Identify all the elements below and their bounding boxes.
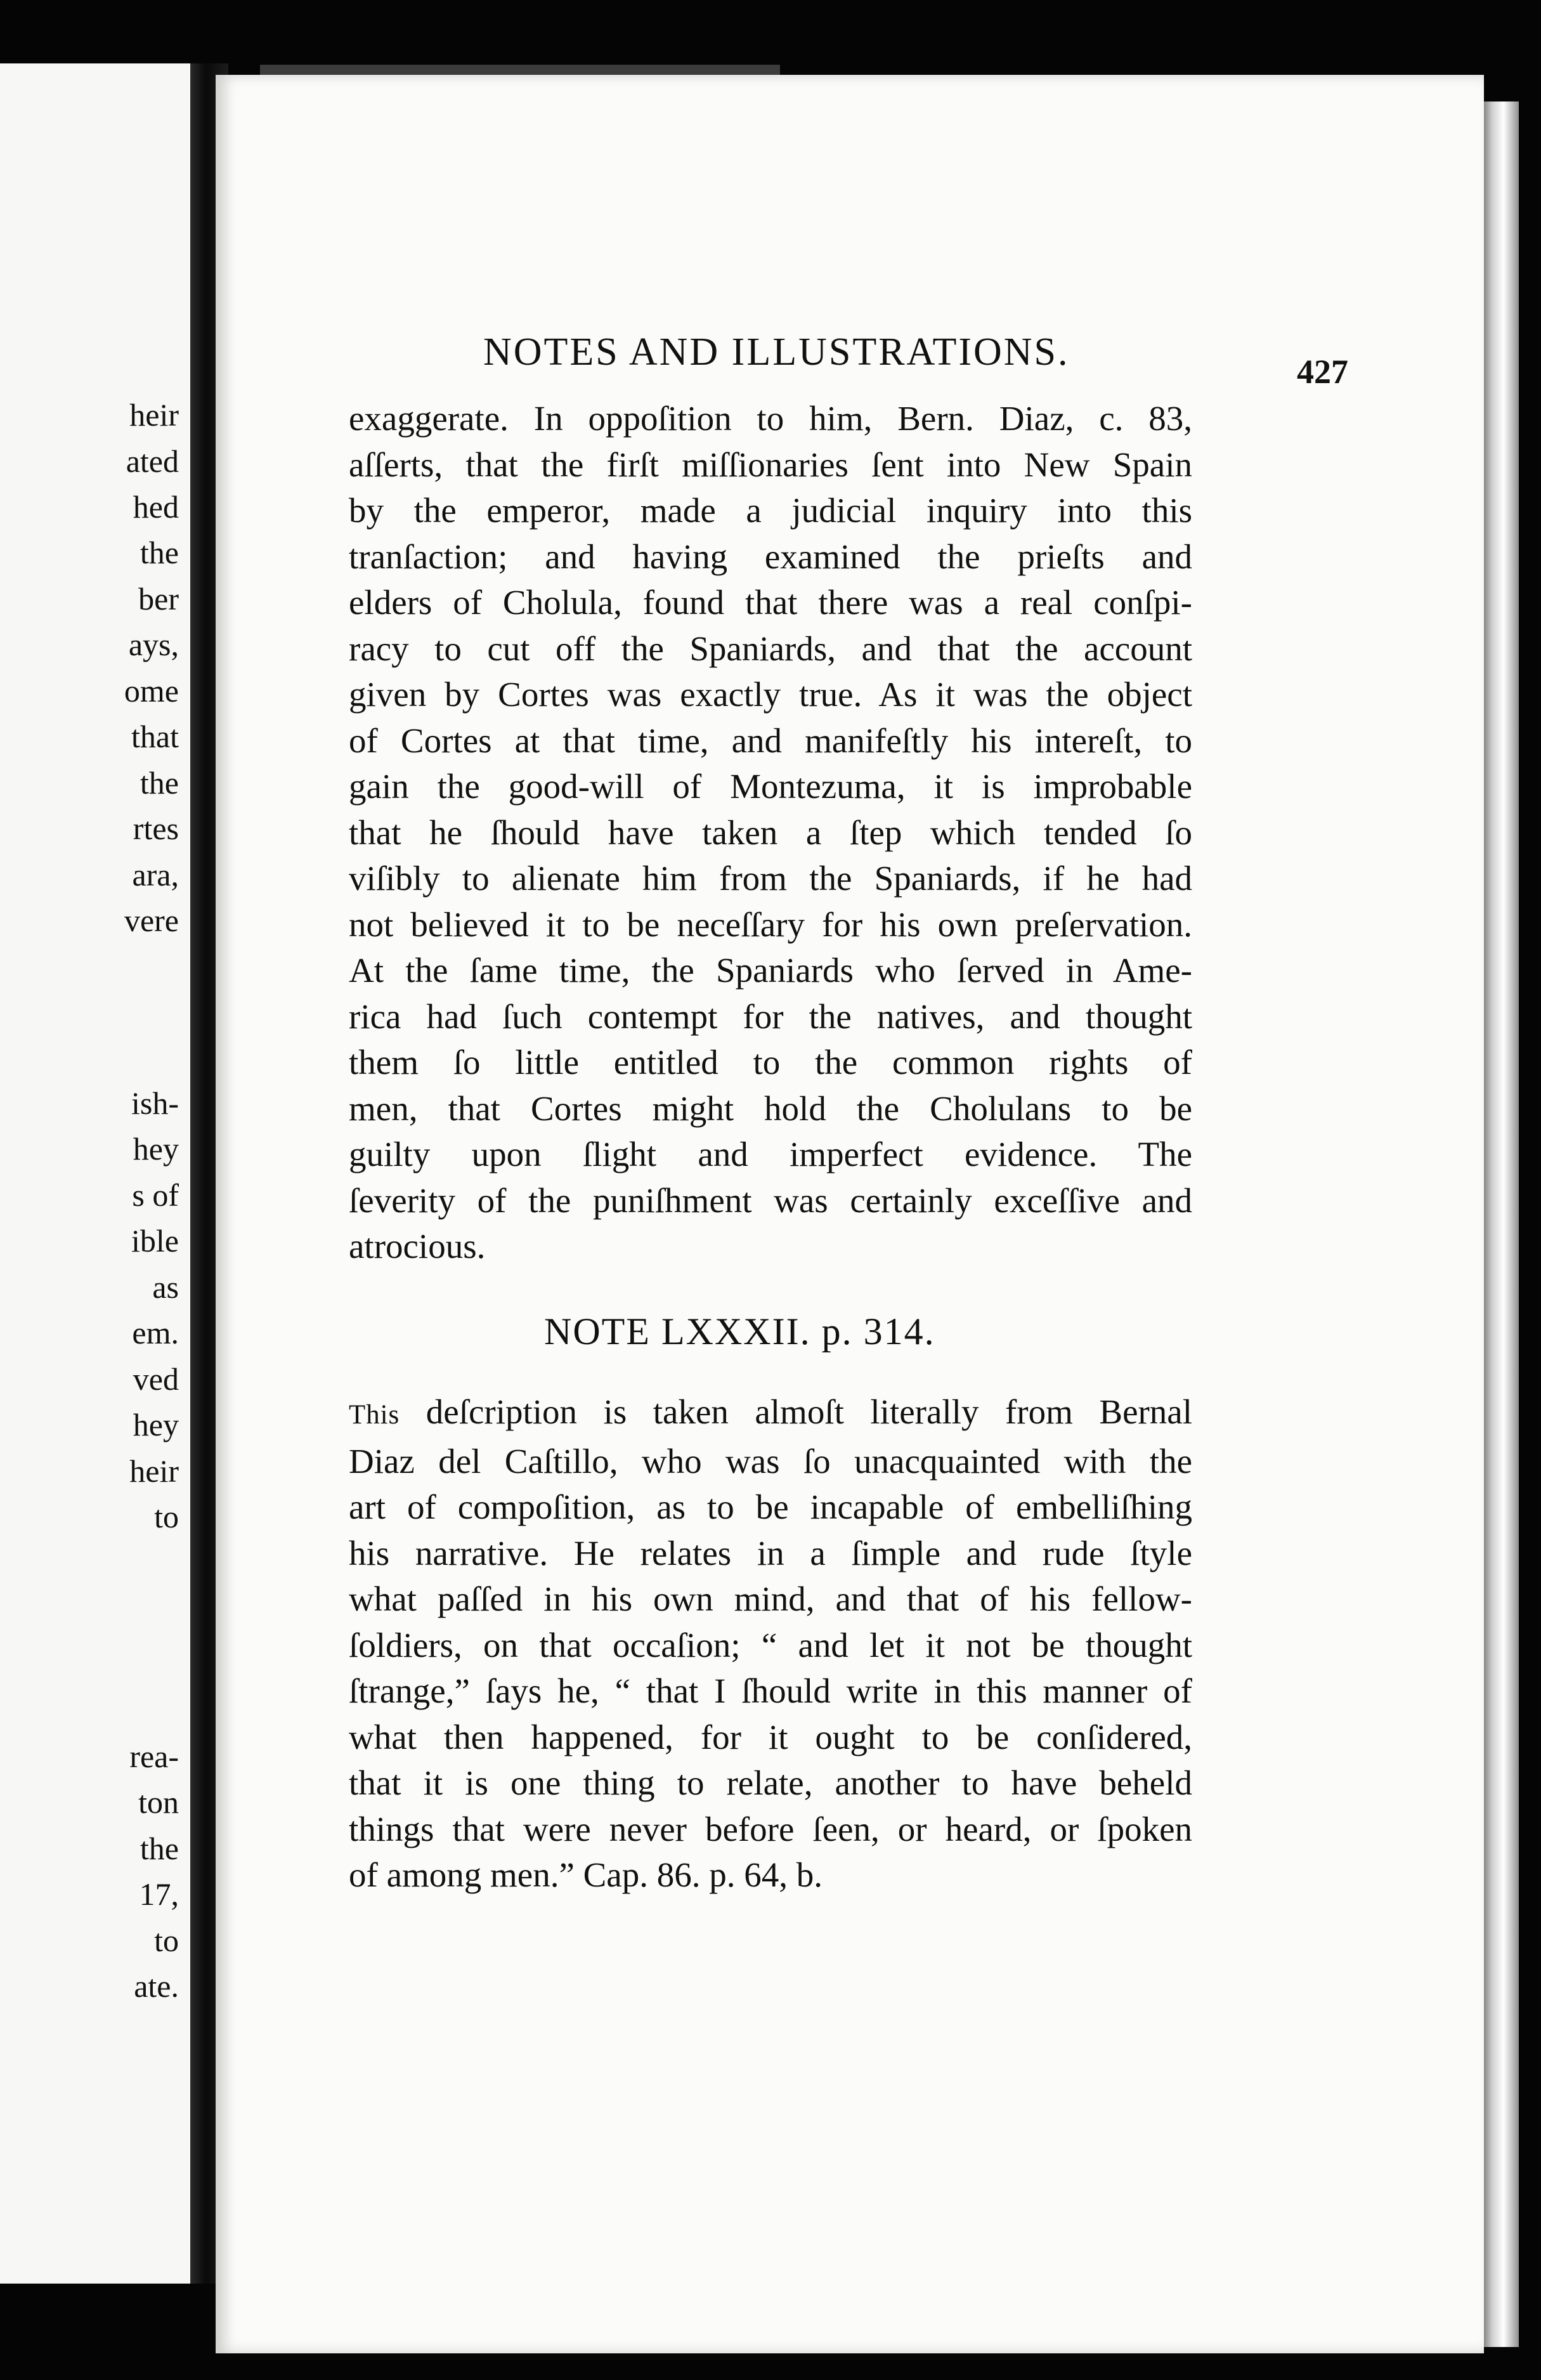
text-line: elders of Cholula, found that there was a real conſpi- xyxy=(349,583,1192,622)
left-page-fragment: rtes xyxy=(133,811,179,846)
left-page-fragment: ish- xyxy=(131,1085,179,1121)
text-line: that it is one thing to relate, another to have beheld xyxy=(349,1763,1192,1802)
text-line: ſtrange,” ſays he, “ that I ſhould write in this manner of xyxy=(349,1671,1192,1710)
text-line: ſoldiers, on that occaſion; “ and let it not be thought xyxy=(349,1625,1192,1664)
small-caps-opening: This xyxy=(349,1400,400,1430)
left-page-fragment: hey xyxy=(133,1407,179,1442)
text-line: exaggerate. In oppoſition to him, Bern. Diaz, c. 83, xyxy=(349,399,1192,438)
text-line: by the emperor, made a judicial inquiry into this xyxy=(349,491,1192,530)
text-line: Diaz del Caſtillo, who was ſo unacquainted with the xyxy=(349,1441,1192,1481)
text-line: At the ſame time, the Spaniards who ſerved in Ame- xyxy=(349,951,1192,990)
text-line: things that were never before ſeen, or heard, or ſpoken xyxy=(349,1809,1192,1848)
text-line: that he ſhould have taken a ſtep which tended ſo xyxy=(349,813,1192,852)
text-line: rica had ſuch contempt for the natives, and thought xyxy=(349,997,1192,1036)
text-line: not believed it to be neceſſary for his own preſervation. xyxy=(349,905,1192,944)
text-line-first xyxy=(349,1389,1192,1439)
text-line: of Cortes at that time, and manifeſtly his intereſt, to xyxy=(349,721,1192,760)
left-page-fragment: the xyxy=(140,535,179,570)
text-line: what then happened, for it ought to be conſidered, xyxy=(349,1717,1192,1756)
paragraph-note-continuation xyxy=(349,396,1192,1270)
left-page-fragment: the xyxy=(140,765,179,801)
text-line: men, that Cortes might hold the Cholulans to be xyxy=(349,1089,1192,1128)
note-heading: NOTE LXXXII. p. 314. xyxy=(544,1311,935,1352)
text-line: tranſaction; and having examined the prieſts and xyxy=(349,537,1192,576)
text-line: what paſſed in his own mind, and that of his fellow- xyxy=(349,1579,1192,1618)
text-line: viſibly to alienate him from the Spaniards, if he had xyxy=(349,859,1192,898)
left-page-fragment: ate. xyxy=(134,1968,179,2004)
left-facing-page xyxy=(0,63,190,2284)
text-line: atrocious. xyxy=(349,1227,486,1265)
text-line: racy to cut off the Spaniards, and that the account xyxy=(349,629,1192,668)
left-page-fragment: that xyxy=(131,719,179,754)
left-page-fragment: ara, xyxy=(132,857,179,893)
left-page-fragment: ber xyxy=(138,581,179,617)
text-line: his narrative. He relates in a ſimple and rude ſtyle xyxy=(349,1533,1192,1573)
left-page-fragment: s of xyxy=(132,1177,179,1213)
left-page-fragment: rea- xyxy=(129,1739,179,1774)
running-header: NOTES AND ILLUSTRATIONS. xyxy=(483,330,1070,374)
left-page-fragment: heir xyxy=(129,1453,179,1489)
text-line: guilty upon ſlight and imperfect evidence. The xyxy=(349,1135,1192,1174)
left-page-fragment: ome xyxy=(124,673,179,709)
page-number: 427 xyxy=(1297,353,1348,391)
left-page-fragment: 17, xyxy=(139,1876,179,1912)
paragraph-note-82 xyxy=(349,1389,1192,1899)
left-page-fragment: vere xyxy=(124,903,179,938)
text-line: ſeverity of the puniſhment was certainly exceſſive and xyxy=(349,1180,1192,1220)
left-page-fragment: ton xyxy=(138,1784,179,1820)
left-page-fragment: ated xyxy=(126,443,179,479)
left-page-fragment: as xyxy=(152,1269,179,1305)
page-fore-edge xyxy=(1481,101,1519,2347)
left-page-fragment: to xyxy=(154,1499,179,1534)
left-page-fragment: ved xyxy=(133,1361,179,1397)
left-page-fragment: ible xyxy=(131,1223,179,1259)
left-page-fragment: ays, xyxy=(128,627,179,662)
left-page-fragment: heir xyxy=(129,397,179,433)
left-page-fragment: hey xyxy=(133,1131,179,1167)
left-page-fragment: em. xyxy=(132,1315,179,1350)
text-line: given by Cortes was exactly true. As it was the object xyxy=(349,675,1192,714)
left-page-fragment: to xyxy=(154,1923,179,1958)
text-line: gain the good-will of Montezuma, it is improbable xyxy=(349,767,1192,806)
text-line: of among men.” Cap. 86. p. 64, b. xyxy=(349,1855,823,1894)
text-line: art of compoſition, as to be incapable of embelliſhing xyxy=(349,1488,1192,1526)
first-line-rest: deſcription is taken almoſt literally from Bernal xyxy=(400,1392,1192,1431)
left-page-fragment: hed xyxy=(133,489,179,525)
text-line: aſſerts, that the firſt miſſionaries ſent into New Spain xyxy=(349,445,1192,484)
left-page-fragment: the xyxy=(140,1831,179,1866)
text-line: them ſo little entitled to the common rights of xyxy=(349,1043,1192,1082)
